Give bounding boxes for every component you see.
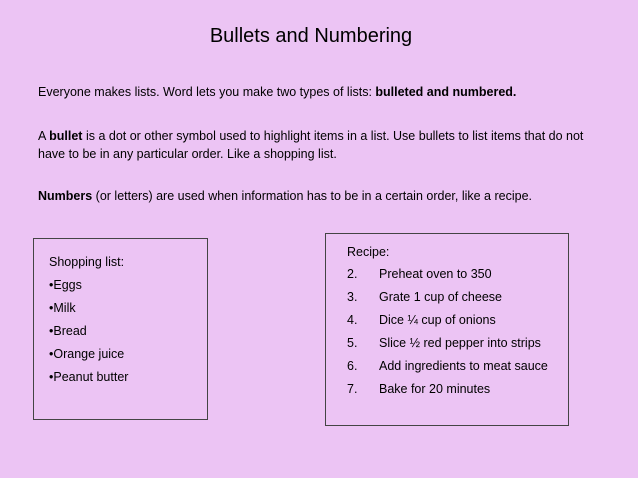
shopping-list [49,276,128,391]
shopping-list-item: •Eggs [49,278,82,292]
bullet-def-prefix: A [38,129,50,143]
shopping-list-item: •Orange juice [49,347,125,361]
recipe-step-number: 4. [347,313,358,327]
recipe-step-text: Preheat oven to 350 [379,267,492,281]
recipe-step [347,334,548,357]
recipe-step-text: Slice ½ red pepper into strips [379,336,541,350]
numbers-def-text: (or letters) are used when information has to be in a certain order, like a recipe. [92,189,532,203]
numbers-def-bold: Numbers [38,189,93,203]
recipe-step [347,357,548,380]
recipe-step-number: 7. [347,382,358,396]
recipe-box [325,233,569,426]
recipe-step-text: Bake for 20 minutes [379,382,491,396]
shopping-list-heading: Shopping list: [49,255,125,269]
recipe-step-number: 2. [347,267,358,281]
recipe-step [347,380,548,403]
numbers-definition-paragraph [38,187,598,205]
shopping-list-item: •Peanut butter [49,370,129,384]
recipe-step-number: 5. [347,336,358,350]
intro-bold-text: bulleted and numbered. [375,85,517,99]
shopping-list-item: •Milk [49,301,76,315]
recipe-step [347,288,548,311]
recipe-step-number: 3. [347,290,358,304]
bullet-def-bold: bullet [49,129,83,143]
recipe-step [347,265,548,288]
recipe-step-text: Add ingredients to meat sauce [379,359,548,373]
shopping-list-item: •Bread [49,324,87,338]
recipe-list [347,265,548,403]
recipe-step-number: 6. [347,359,358,373]
bullet-definition-paragraph [38,127,598,163]
shopping-list-box [33,238,208,420]
intro-text: Everyone makes lists. Word lets you make two types of lists: [38,85,376,99]
bullet-def-text: is a dot or other symbol used to highlight items in a list. Use bullets to list items that do not have to be in any particular order. Like a shopping list. [38,129,584,161]
recipe-heading: Recipe: [347,245,390,259]
recipe-step [347,311,548,334]
recipe-step-text: Grate 1 cup of cheese [379,290,502,304]
slide-title: Bullets and Numbering [209,25,413,47]
recipe-step-text: Dice ¼ cup of onions [379,313,496,327]
intro-paragraph [38,83,598,101]
